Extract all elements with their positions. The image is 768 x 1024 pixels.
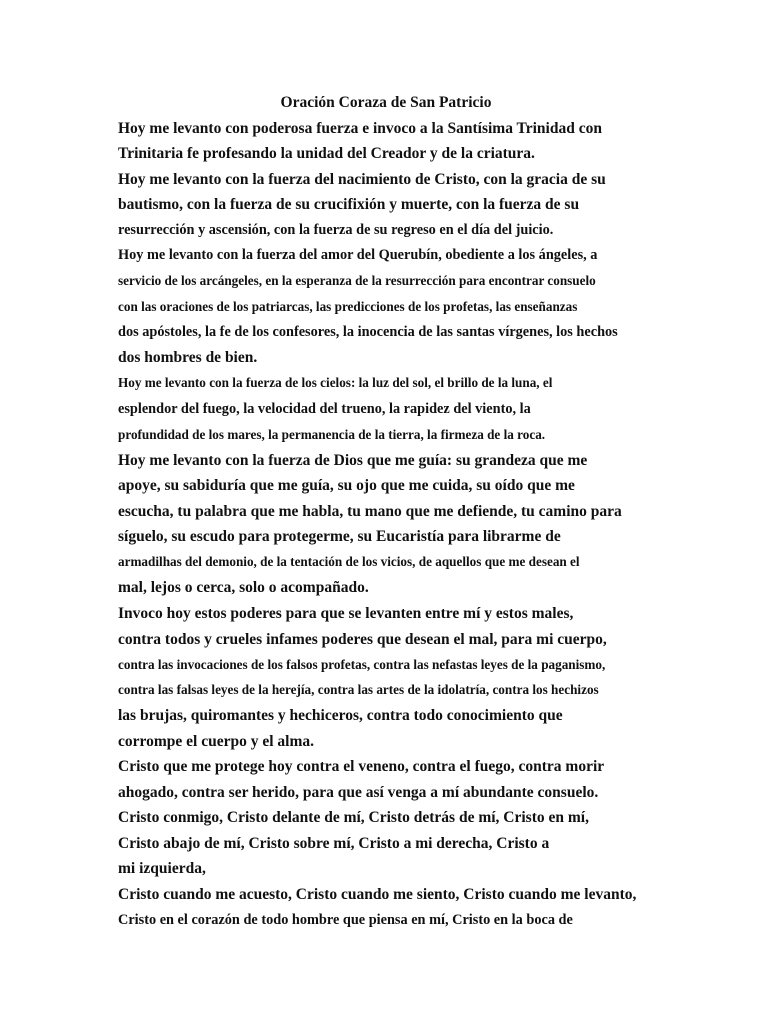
text-line: Cristo que me protege hoy contra el veneno, contra el fuego, contra morir — [118, 758, 605, 775]
text-line: mal, lejos o cerca, solo o acompañado. — [118, 579, 369, 596]
text-line: bautismo, con la fuerza de su crucifixión y muerte, con la fuerza de su — [118, 196, 580, 213]
text-line: Hoy me levanto con la fuerza del nacimiento de Cristo, con la gracia de su — [118, 171, 606, 188]
text-line: Trinitaria fe profesando la unidad del Creador y de la criatura. — [118, 145, 535, 162]
text-line: Hoy me levanto con la fuerza de los cielos: la luz del sol, el brillo de la luna, el — [118, 375, 553, 390]
document-title: Oración Coraza de San Patricio — [280, 94, 492, 111]
text-line: mi izquierda, — [118, 860, 206, 877]
text-line: contra las falsas leyes de la herejía, contra las artes de la idolatría, contra los hechizos — [118, 682, 599, 697]
text-line: contra las invocaciones de los falsos profetas, contra las nefastas leyes de la paganismo, — [118, 657, 606, 672]
text-line: Hoy me levanto con poderosa fuerza e invoco a la Santísima Trinidad con — [118, 120, 602, 137]
text-line: Cristo en el corazón de todo hombre que piensa en mí, Cristo en la boca de — [118, 912, 573, 928]
text-line: ahogado, contra ser herido, para que así venga a mí abundante consuelo. — [118, 784, 599, 801]
text-line: profundidad de los mares, la permanencia de la tierra, la firmeza de la roca. — [118, 427, 546, 442]
text-line: resurrección y ascensión, con la fuerza de su regreso en el día del juicio. — [118, 222, 554, 238]
text-line: Hoy me levanto con la fuerza del amor del Querubín, obediente a los ángeles, a — [118, 247, 598, 263]
text-line: síguelo, su escudo para protegerme, su Eucaristía para librarme de — [118, 528, 561, 545]
text-line: apoye, su sabiduría que me guía, su ojo que me cuida, su oído que me — [118, 477, 575, 494]
text-line: dos hombres de bien. — [118, 349, 258, 366]
text-line: Cristo conmigo, Cristo delante de mí, Cristo detrás de mí, Cristo en mí, — [118, 809, 589, 826]
text-line: con las oraciones de los patriarcas, las predicciones de los profetas, las enseñanzas — [118, 299, 578, 314]
text-line: servicio de los arcángeles, en la esperanza de la resurrección para encontrar consuelo — [118, 273, 596, 288]
text-line: escucha, tu palabra que me habla, tu mano que me defiende, tu camino para — [118, 503, 622, 520]
text-line: Invoco hoy estos poderes para que se levanten entre mí y estos males, — [118, 605, 574, 622]
text-line: esplendor del fuego, la velocidad del trueno, la rapidez del viento, la — [118, 401, 531, 417]
text-line: Cristo cuando me acuesto, Cristo cuando me siento, Cristo cuando me levanto, — [118, 886, 637, 903]
text-line: armadilhas del demonio, de la tentación de los vicios, de aquellos que me desean el — [118, 554, 580, 569]
text-line: Cristo abajo de mí, Cristo sobre mí, Cristo a mi derecha, Cristo a — [118, 835, 550, 852]
text-line: dos apóstoles, la fe de los confesores, la inocencia de las santas vírgenes, los hechos — [118, 324, 618, 340]
text-line: las brujas, quiromantes y hechiceros, contra todo conocimiento que — [118, 707, 563, 724]
text-line: Hoy me levanto con la fuerza de Dios que me guía: su grandeza que me — [118, 452, 588, 469]
text-line: corrompe el cuerpo y el alma. — [118, 733, 314, 750]
text-line: contra todos y crueles infames poderes que desean el mal, para mi cuerpo, — [118, 631, 607, 648]
